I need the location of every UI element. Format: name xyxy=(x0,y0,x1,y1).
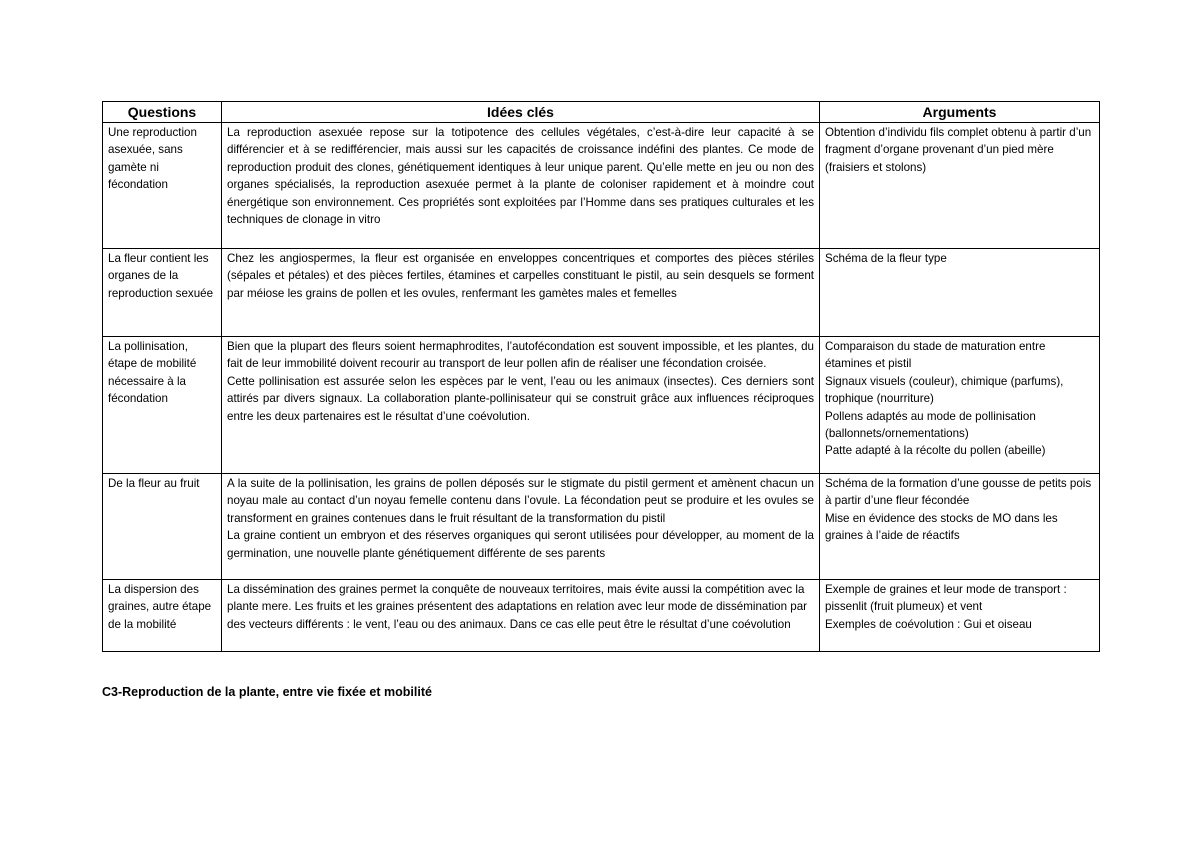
idea-cell xyxy=(222,249,820,337)
argument-line: Signaux visuels (couleur), chimique (parfums), trophique (nourriture) xyxy=(825,374,1064,406)
argument-line: Obtention d’individu fils complet obtenu à partir d’un fragment d’organe provenant d’un pied mère (fraisiers et stolons) xyxy=(825,126,1092,174)
idea-paragraph: Chez les angiospermes, la fleur est organisée en enveloppes concentriques et comportes des pièces stériles (sépales et pétales) et des pièces fertiles, étamines et carpelles constituant le pistil, au sein desquels se forment par méiose les grains de pollen et les ovules, renfermant les gamètes males et femelles xyxy=(227,252,814,300)
chapter-title: C3-Reproduction de la plante, entre vie fixée et mobilité xyxy=(102,685,432,699)
table-row xyxy=(103,580,1100,652)
argument-line: Schéma de la fleur type xyxy=(825,252,947,265)
argument-line: Mise en évidence des stocks de MO dans les graines à l’aide de réactifs xyxy=(825,511,1058,543)
header-idees-cles: Idées clés xyxy=(222,102,820,123)
table-row xyxy=(103,337,1100,474)
question-cell: La fleur contient les organes de la reproduction sexuée xyxy=(103,249,222,337)
idea-paragraph: Cette pollinisation est assurée selon les espèces par le vent, l’eau ou les animaux (insectes). Ces derniers sont attirés par divers signaux. La collaboration plante-pollinisateur qui se construit grâce aux influences réciproques entre les deux partenaires est le résultat d’une coévolution. xyxy=(227,374,814,423)
argument-line: Patte adapté à la récolte du pollen (abeille) xyxy=(825,444,1046,458)
question-cell: La pollinisation, étape de mobilité nécessaire à la fécondation xyxy=(103,337,222,474)
question-cell: Une reproduction asexuée, sans gamète ni fécondation xyxy=(103,123,222,249)
question-cell: La dispersion des graines, autre étape de la mobilité xyxy=(103,580,222,652)
summary-table xyxy=(102,101,1100,652)
header-questions: Questions xyxy=(103,102,222,123)
table-row xyxy=(103,474,1100,580)
argument-cell xyxy=(820,580,1100,652)
argument-cell xyxy=(820,474,1100,580)
idea-paragraph: La reproduction asexuée repose sur la totipotence des cellules végétales, c’est-à-dire leur capacité à se différencier et à se redifférencier, mais aussi sur les capacités de croissance indéfini des plantes. Ce mode de reproduction produit des clones, génétiquement identiques à leur unique parent. Qu’elle mette en jeu ou non des organes spécialisés, la reproduction asexuée permet à la plante de coloniser rapidement et à moindre cout énergétique son environnement. Ces propriétés sont exploitées par l’Homme dans ses pratiques culturales et les techniques de clonage in vitro xyxy=(227,126,814,227)
idea-paragraph: La graine contient un embryon et des réserves organiques qui seront utilisées pour développer, au moment de la germination, une nouvelle plante génétiquement différente de ses parents xyxy=(227,529,814,560)
argument-line: Exemple de graines et leur mode de transport : pissenlit (fruit plumeux) et vent xyxy=(825,583,1067,614)
idea-cell xyxy=(222,580,820,652)
idea-paragraph: La dissémination des graines permet la conquête de nouveaux territoires, mais évite aussi la compétition avec la plante mere. Les fruits et les graines présentent des adaptations en relation avec leur mode de dissémination par des vecteurs différents : le vent, l’eau ou des animaux. Dans ce cas elle peut être le résultat d’une coévolution xyxy=(227,583,808,631)
question-cell: De la fleur au fruit xyxy=(103,474,222,580)
idea-paragraph: Bien que la plupart des fleurs soient hermaphrodites, l’autofécondation est souvent impossible, et les plantes, du fait de leur immobilité doivent recourir au transport de leur pollen afin de réaliser une fécondation croisée. xyxy=(227,340,814,371)
idea-cell xyxy=(222,123,820,249)
header-arguments: Arguments xyxy=(820,102,1100,123)
argument-line: Schéma de la formation d’une gousse de petits pois à partir d’une fleur fécondée xyxy=(825,477,1092,508)
argument-cell xyxy=(820,249,1100,337)
argument-line: Exemples de coévolution : Gui et oiseau xyxy=(825,617,1032,631)
table-row xyxy=(103,249,1100,337)
argument-line: Pollens adaptés au mode de pollinisation (ballonnets/ornementations) xyxy=(825,409,1036,441)
idea-cell xyxy=(222,337,820,474)
argument-line: Comparaison du stade de maturation entre étamines et pistil xyxy=(825,340,1046,371)
table-header-row xyxy=(103,102,1100,123)
argument-cell xyxy=(820,337,1100,474)
idea-cell xyxy=(222,474,820,580)
idea-paragraph: A la suite de la pollinisation, les grains de pollen déposés sur le stigmate du pistil germent et amènent chacun un noyau male au contact d’un noyau femelle contenu dans l’ovule. La fécondation peut se produire et les ovules se transforment en graines contenues dans le fruit résultant de la transformation du pistil xyxy=(227,477,814,525)
table-row xyxy=(103,123,1100,249)
argument-cell xyxy=(820,123,1100,249)
